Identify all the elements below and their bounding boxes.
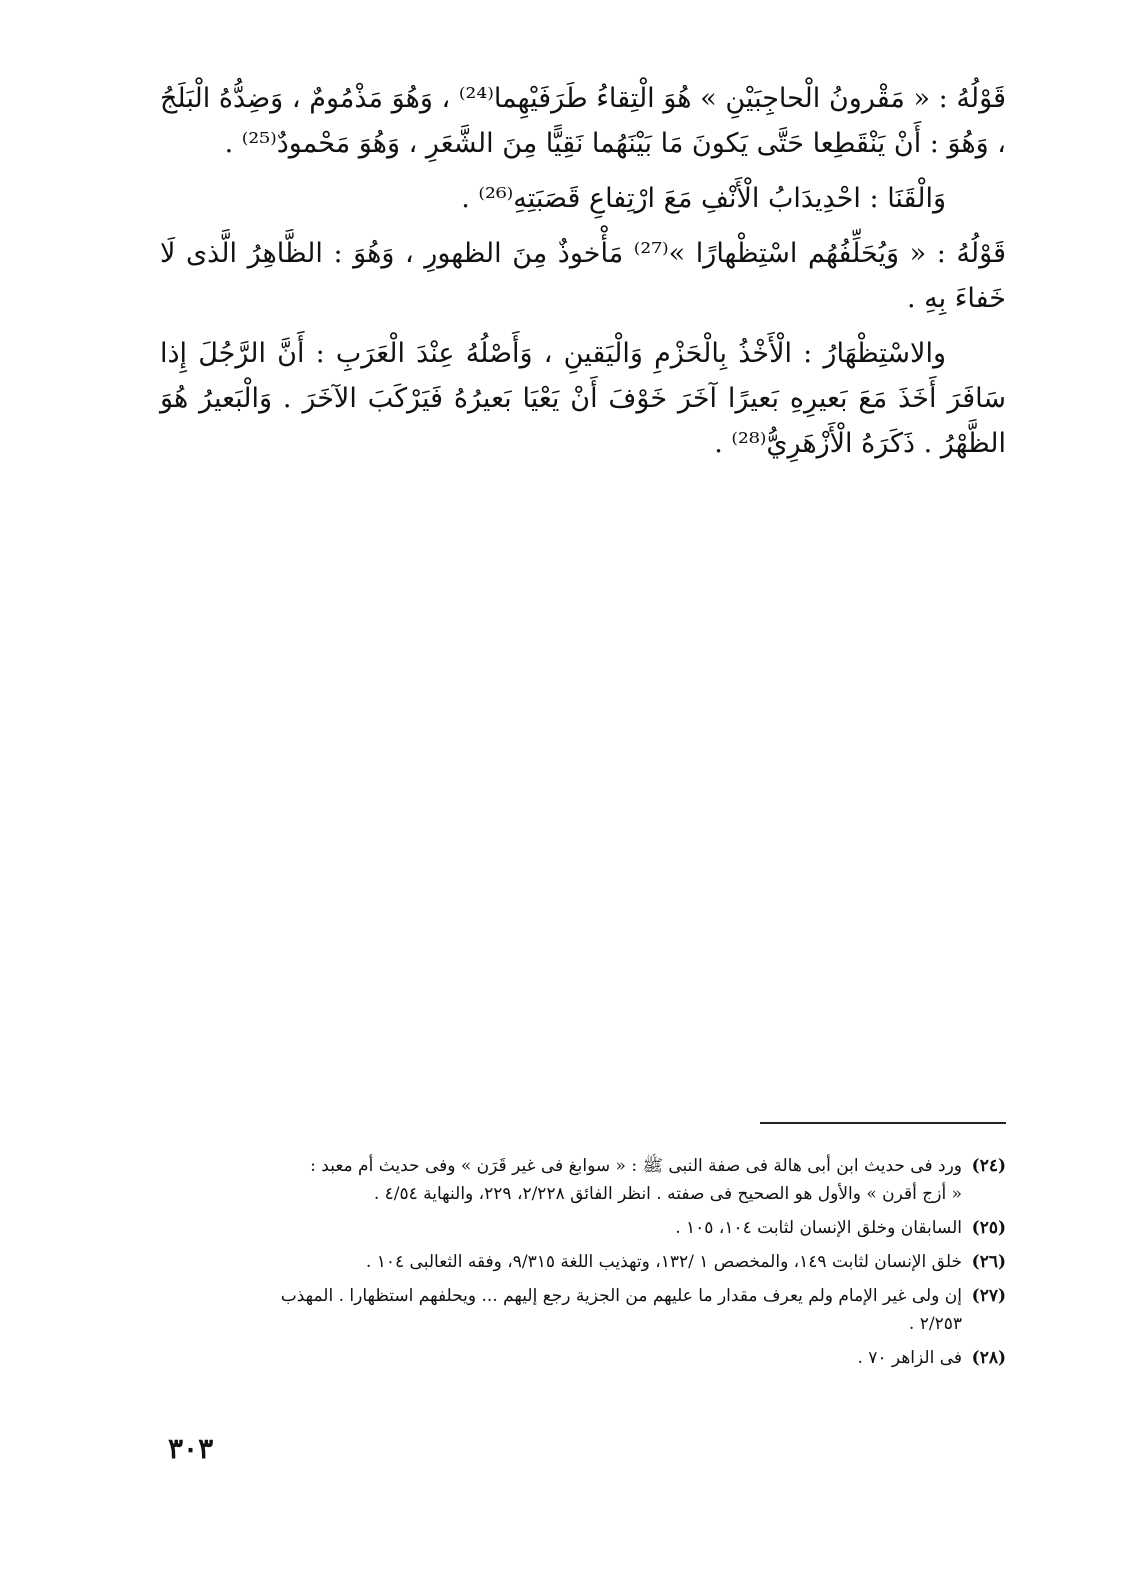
- footnote-text: [160, 1214, 962, 1242]
- footnote-text: [160, 1248, 962, 1276]
- footnote-number: (٢٨): [971, 1348, 1006, 1368]
- footnote-text: [160, 1152, 962, 1208]
- footnote-number: (٢٥): [971, 1218, 1006, 1238]
- main-text: [160, 76, 1006, 476]
- footnote: [160, 1344, 1006, 1372]
- page-number: ٣٠٣: [168, 1432, 214, 1465]
- paragraph: والاسْتِظْهَارُ : الْأَخْذُ بِالْحَزْمِ وَالْيَقينِ ، وَأَصْلُهُ عِنْدَ الْعَرَبِ : أَنَّ الرَّجُلَ إِذا سَافَرَ أَخَذَ مَعَ بَعيرِهِ بَعيرًا آخَرَ خَوْفَ أَنْ يَعْيَا بَعيرُهُ فَيَرْكَبَ الآخَرَ . وَالْبَعيرُ هُوَ الظَّهْرُ . ذَكَرَهُ الْأَزْهَرِيُّ⁽²⁸⁾ .: [160, 338, 1006, 459]
- footnote-line: إن ولى غير الإمام ولم يعرف مقدار ما عليهم من الجزية رجع إليهم ... ويحلفهم استظهارا . المهذب: [280, 1286, 962, 1306]
- footnote: [160, 1282, 1006, 1338]
- footnote: [160, 1152, 1006, 1208]
- footnote-line: السابقان وخلق الإنسان لثابت ١٠٤، ١٠٥ .: [675, 1218, 962, 1238]
- footnote: [160, 1214, 1006, 1242]
- footnote-number: (٢٤): [971, 1156, 1006, 1176]
- footnote-text: [160, 1282, 962, 1338]
- paragraph: قَوْلُهُ : « وَيُحَلِّفُهُم اسْتِظْهارًا »⁽²⁷⁾ مَأْخوذٌ مِنَ الظهورِ ، وَهُوَ : الظَّاهِرُ الَّذى لَا خَفاءَ بِهِ .: [160, 238, 1006, 314]
- footnote-text: [160, 1344, 962, 1372]
- footnote-line: فى الزاهر ٧٠ .: [857, 1348, 962, 1368]
- footnote-line: « أزج أقرن » والأول هو الصحيح فى صفته . انظر الفائق ٢/٢٢٨، ٢٢٩، والنهاية ٤/٥٤ .: [373, 1184, 962, 1204]
- footnote-number: (٢٧): [971, 1286, 1006, 1306]
- footnote-line: ورد فى حديث ابن أبى هالة فى صفة النبى ﷺ : « سوابغ فى غير قَرَن » وفى حديث أم معبد :: [310, 1156, 962, 1176]
- footnote-line: ٢/٢٥٣ .: [908, 1314, 962, 1334]
- footnote: [160, 1248, 1006, 1276]
- paragraph: وَالْقَنَا : احْدِيدَابُ الْأَنْفِ مَعَ ارْتِفاعِ قَصَبَتِهِ⁽²⁶⁾ .: [461, 183, 946, 214]
- footnotes: [160, 1152, 1006, 1378]
- footnote-line: خلق الإنسان لثابت ١٤٩، والمخصص ١ /١٣٢، وتهذيب اللغة ٩/٣١٥، وفقه الثعالبى ١٠٤ .: [365, 1252, 962, 1272]
- footnote-separator: [760, 1122, 1006, 1124]
- paragraph: قَوْلُهُ : « مَقْرونُ الْحاجِبَيْنِ » هُوَ الْتِقاءُ طَرَفَيْهِما⁽²⁴⁾ ، وَهُوَ مَذْمُومٌ ، وَضِدُّهُ الْبَلَجُ ، وَهُوَ : أَنْ يَنْقَطِعا حَتَّى يَكونَ مَا بَيْنَهُما نَقِيًّا مِنَ الشَّعَرِ ، وَهُوَ مَحْمودٌ⁽²⁵⁾ .: [160, 83, 1006, 159]
- footnote-number: (٢٦): [971, 1252, 1006, 1272]
